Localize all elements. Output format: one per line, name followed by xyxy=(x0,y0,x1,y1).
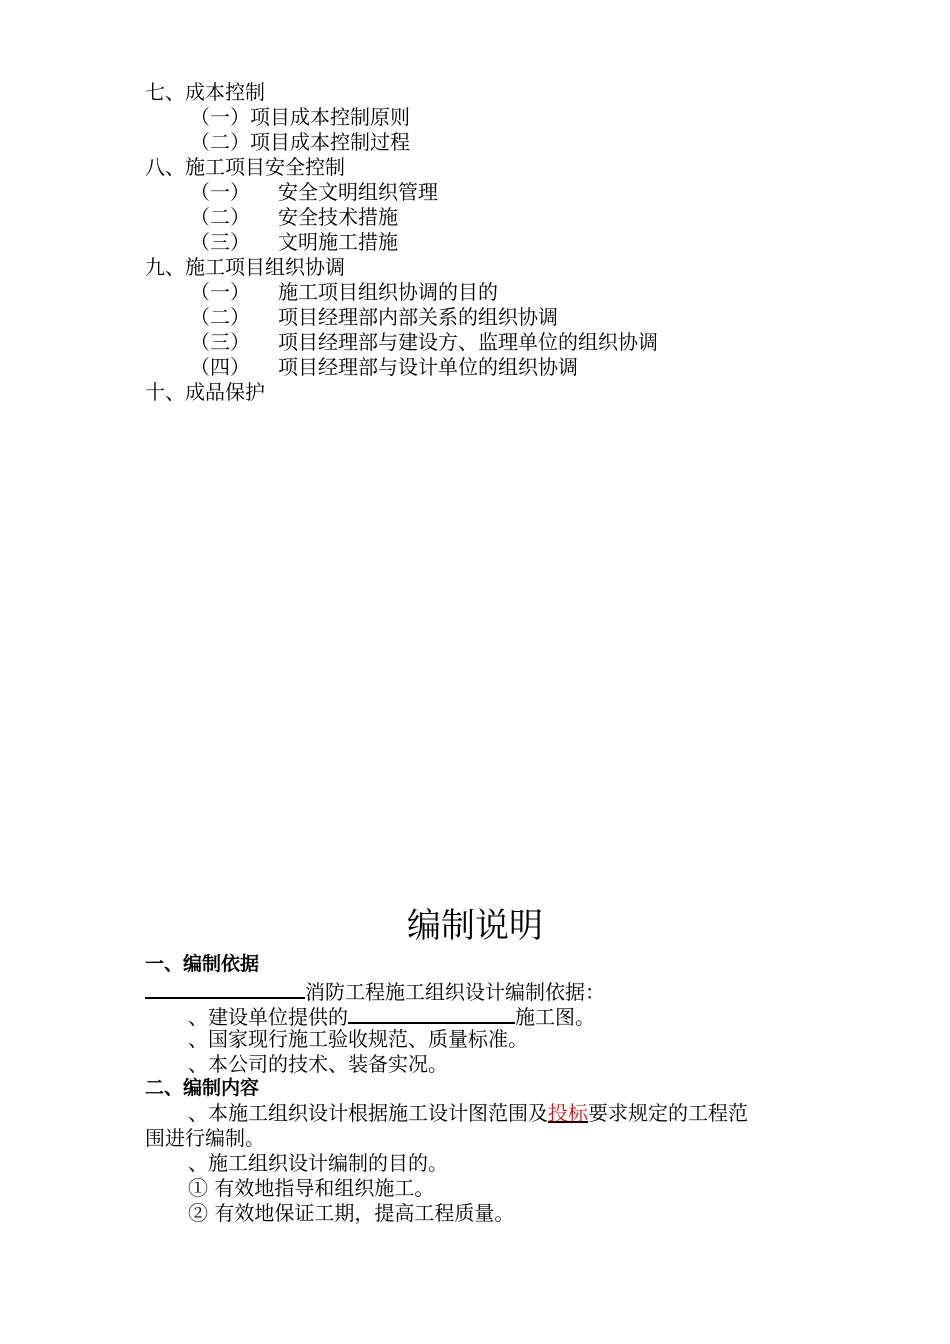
content-subitem-1: ① 有效地指导和组织施工。 xyxy=(188,1176,435,1200)
toc-item-text: 项目经理部与建设方、监理单位的组织协调 xyxy=(278,330,658,354)
toc-item-text: 施工项目组织协调的目的 xyxy=(278,280,498,304)
toc-item-text: 安全文明组织管理 xyxy=(278,180,438,204)
toc-item-number: （二） xyxy=(190,305,250,329)
section-heading-content: 二、编制内容 xyxy=(145,1077,260,1099)
toc-section-7: 七、成本控制 xyxy=(145,80,265,104)
section-heading-basis: 一、编制依据 xyxy=(145,953,260,975)
content-subitem-2: ② 有效地保证工期，提高工程质量。 xyxy=(188,1201,515,1225)
toc-item-9-3 xyxy=(190,330,658,355)
toc-item-text: 文明施工措施 xyxy=(278,230,398,254)
content-item-1 xyxy=(188,1101,748,1126)
basis-item-3: 、本公司的技术、装备实况。 xyxy=(188,1052,448,1076)
toc-item-number: （四） xyxy=(190,355,250,379)
toc-item-number: （一） xyxy=(190,280,250,304)
toc-item-number: （一） xyxy=(190,180,250,204)
toc-section-10: 十、成品保护 xyxy=(145,380,265,404)
toc-item-number: （二） xyxy=(190,205,250,229)
toc-item-8-3 xyxy=(190,230,398,255)
content-item-2: 、施工组织设计编制的目的。 xyxy=(188,1151,448,1175)
basis-item-1-text-b: 施工图。 xyxy=(515,1005,595,1029)
content-item-1-continued: 围进行编制。 xyxy=(145,1126,265,1150)
toc-item-8-2 xyxy=(190,205,398,230)
toc-section-8: 八、施工项目安全控制 xyxy=(145,155,345,179)
basis-item-1-text-a: 、建设单位提供的 xyxy=(188,1005,348,1029)
content-item-1-text-a: 、本施工组织设计根据施工设计图范围及 xyxy=(188,1101,548,1125)
toc-item-9-4 xyxy=(190,355,578,380)
content-item-1-text-b: 要求规定的工程范 xyxy=(588,1101,748,1125)
basis-item-1 xyxy=(188,1002,595,1030)
toc-item-7-1: （一）项目成本控制原则 xyxy=(190,105,410,129)
toc-item-number: （三） xyxy=(190,230,250,254)
toc-section-9: 九、施工项目组织协调 xyxy=(145,255,345,279)
toc-item-text: 安全技术措施 xyxy=(278,205,398,229)
basis-intro-text: 消防工程施工组织设计编制依据： xyxy=(305,980,605,1004)
fill-in-blank xyxy=(145,977,305,999)
bid-link[interactable]: 投标 xyxy=(548,1101,588,1125)
toc-item-9-2 xyxy=(190,305,558,330)
toc-item-text: 项目经理部内部关系的组织协调 xyxy=(278,305,558,329)
toc-item-7-2: （二）项目成本控制过程 xyxy=(190,130,410,154)
basis-intro xyxy=(145,977,605,1005)
basis-item-2: 、国家现行施工验收规范、质量标准。 xyxy=(188,1027,528,1051)
page-title: 编制说明 xyxy=(407,906,543,946)
toc-item-8-1 xyxy=(190,180,438,205)
toc-item-text: 项目经理部与设计单位的组织协调 xyxy=(278,355,578,379)
toc-item-9-1 xyxy=(190,280,498,305)
fill-in-blank xyxy=(348,1002,515,1024)
toc-item-number: （三） xyxy=(190,330,250,354)
